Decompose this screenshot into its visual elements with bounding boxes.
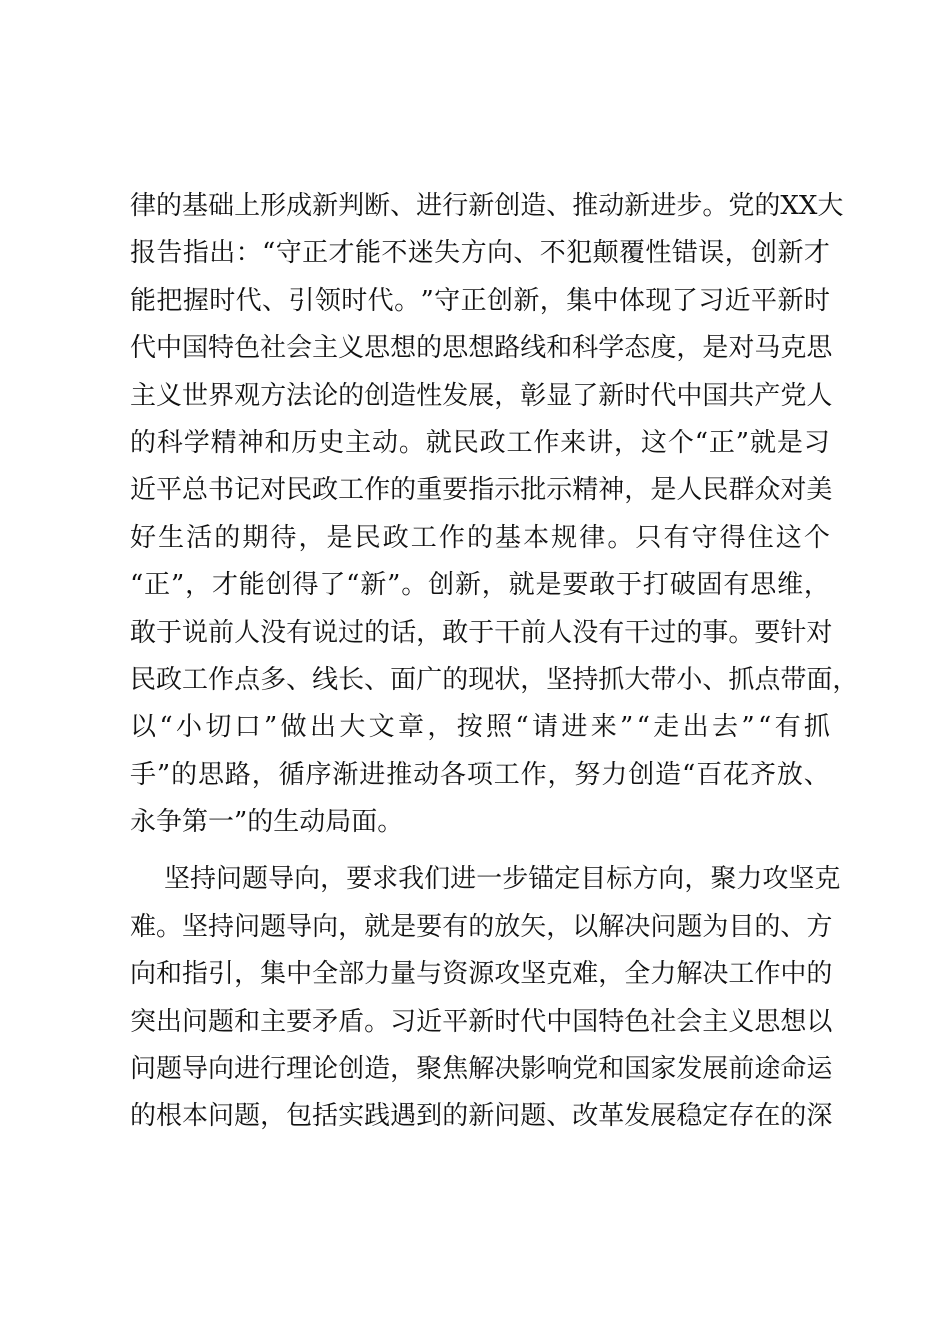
paragraph-gap	[130, 846, 830, 856]
text-line: 代 中 国 特 色 社 会 主 义 思 想 的 思 想 路 线 和 科 学 态 度 ， 是 对 马 克 思	[130, 333, 833, 364]
paragraph-1	[130, 183, 859, 846]
text-line: “ 正 ” ， 才 能 创 得 了 “ 新 ” 。 创 新 ， 就 是 要 敢 于 打 破 固 有 思 维 ，	[130, 570, 830, 601]
text-line: 报 告 指 出 ： “ 守 正 才 能 不 迷 失 方 向 、 不 犯 颠 覆 性 错 误 ， 创 新 才	[130, 238, 830, 269]
text-line: 敢 于 说 前 人 没 有 说 过 的 话 ， 敢 于 干 前 人 没 有 干 过 的 事 。 要 针 对	[130, 617, 833, 648]
text-line: 民 政 工 作 点 多 、 线 长 、 面 广 的 现 状 ， 坚 持 抓 大 带 小 、 抓 点 带 面 ，	[130, 664, 859, 695]
text-line: 难 。 坚 持 问 题 导 向 ， 就 是 要 有 的 放 矢 ， 以 解 决 问 题 为 目 的 、 方	[130, 911, 833, 942]
text-line: 坚 持 问 题 导 向 ， 要 求 我 们 进 一 步 锚 定 目 标 方 向 ， 聚 力 攻 坚 克	[164, 864, 841, 895]
text-line: 能 把 握 时 代 、 引 领 时 代 。 ” 守 正 创 新 ， 集 中 体 现 了 习 近 平 新 时	[130, 285, 830, 316]
text-line: 主 义 世 界 观 方 法 论 的 创 造 性 发 展 ， 彰 显 了 新 时 代 中 国 共 产 党 人	[130, 380, 833, 411]
text-line: 近 平 总 书 记 对 民 政 工 作 的 重 要 指 示 批 示 精 神 ， 是 人 民 群 众 对 美	[130, 475, 833, 506]
text-line: 问 题 导 向 进 行 理 论 创 造 ， 聚 焦 解 决 影 响 党 和 国 家 发 展 前 途 命 运	[130, 1054, 833, 1085]
text-line: 的 根 本 问 题 ， 包 括 实 践 遇 到 的 新 问 题 、 改 革 发 展 稳 定 存 在 的 深	[130, 1101, 833, 1132]
text-line: 以 “ 小 切 口 ” 做 出 大 文 章 ， 按 照 “ 请 进 来 ” “ 走 出 去 ” “ 有 抓	[130, 712, 830, 743]
text-line: 的 科 学 精 神 和 历 史 主 动 。 就 民 政 工 作 来 讲 ， 这 个 “ 正 ” 就 是 习	[130, 427, 830, 458]
text-line: 好 生 活 的 期 待 ， 是 民 政 工 作 的 基 本 规 律 。 只 有 守 得 住 这 个	[130, 522, 830, 553]
body-text	[130, 183, 859, 1141]
text-line: 永争第一”的生动局面。	[130, 807, 404, 838]
text-line: 向 和 指 引 ， 集 中 全 部 力 量 与 资 源 攻 坚 克 难 ， 全 力 解 决 工 作 中 的	[130, 959, 833, 990]
text-line: 手 ” 的 思 路 ， 循 序 渐 进 推 动 各 项 工 作 ， 努 力 创 造 “ 百 花 齐 放 、	[130, 759, 830, 790]
paragraph-2	[130, 856, 841, 1140]
text-line: 律 的 基 础 上 形 成 新 判 断 、 进 行 新 创 造 、 推 动 新 进 步 。 党 的 X X 大	[130, 191, 844, 221]
text-line: 突 出 问 题 和 主 要 矛 盾 。 习 近 平 新 时 代 中 国 特 色 社 会 主 义 思 想 以	[130, 1006, 833, 1037]
